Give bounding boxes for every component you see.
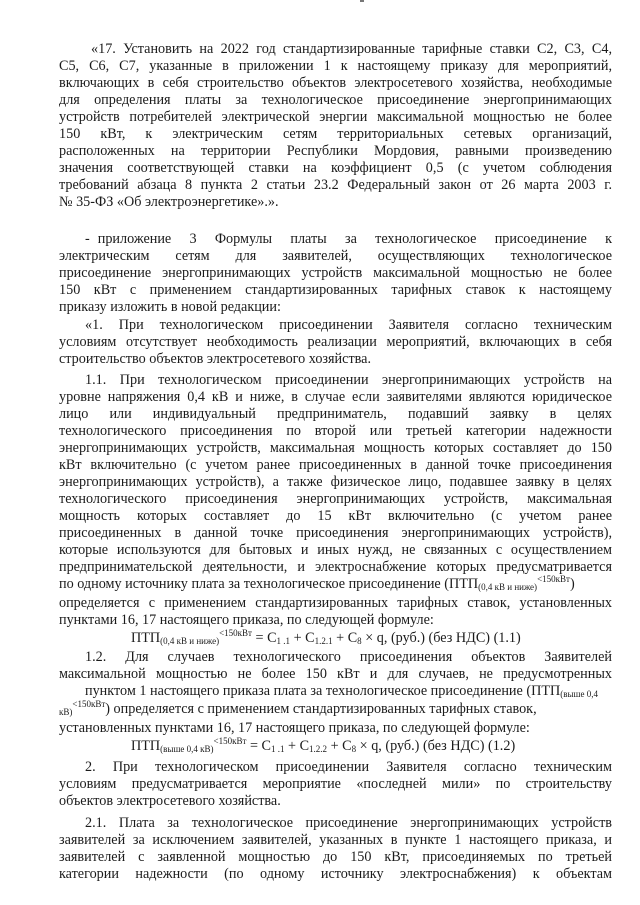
text-line: кВт включительно (с учетом ранее присоединенных в данной точке присоединения [59, 457, 612, 473]
text-line: для определения платы за технологическое присоединение энергопринимающих [59, 92, 612, 108]
text-line: энергопринимающих устройств), а также физическое лицо, подавшее заявку в целях [59, 474, 612, 490]
text-line: № 35-ФЗ «Об электроэнергетике».». [59, 194, 279, 210]
text-line: объектов электросетевого хозяйства. [59, 793, 281, 809]
text-line: 2.1. Плата за технологическое присоединение энергопринимающих устройств [85, 815, 612, 831]
text-line: которые используются для бытовых и иных нужд, не связанных с осуществлением [59, 542, 612, 558]
text-line: включающих в себя строительство объектов электросетевого хозяйства, необходимые [59, 75, 612, 91]
text-line: мощность которых составляет до 15 кВт включительно (с учетом ранее [59, 508, 612, 524]
text-line: установленных пунктами 16, 17 настоящего приказа, по следующей формуле: [59, 720, 530, 736]
dash-marker: - [85, 231, 90, 247]
text-line: энергопринимающих устройств, максимальная мощность которых составляет до 150 [59, 440, 612, 456]
text-line: лицо или индивидуальный предприниматель, подавший заявку в целях [59, 406, 612, 422]
text-line: определяется с применением стандартизированных тарифных ставок, установленных [59, 595, 612, 611]
text-line: устройств потребителей электрической энергии максимальной мощностью не более [59, 109, 612, 125]
text-line: максимальной мощностью не более 150 кВт и для случаев, не предусмотренных [59, 666, 612, 682]
text-line: «1. При технологическом присоединении Заявителя согласно техническим [85, 317, 612, 333]
text-line: заявителей с заявленной мощностью до 150 кВт, присоединяемых по третьей [59, 849, 612, 865]
text-line: строительство объектов электросетевого хозяйства. [59, 351, 372, 367]
text-line: 150 кВт, к электрическим сетям территориальных сетевых организаций, [59, 126, 612, 142]
text-line: приказу изложить в новой редакции: [59, 299, 281, 315]
text-line: «17. Установить на 2022 год стандартизированные тарифные ставки С2, С3, С4, [91, 41, 612, 57]
text-line: 2. При технологическом присоединении Заявителя согласно техническим [85, 759, 612, 775]
text-line: - приложение 3 Формулы платы за технологическое присоединение к [85, 231, 612, 247]
text-line: значения соответствующей ставки на коэффициент 0,5 (с учетом соблюдения [59, 160, 612, 176]
text-line: электрическим сетям для заявителей, осуществляющих технологическое [59, 248, 612, 264]
text-line: расположенных на территории Республики Мордовия, равными произведению [59, 143, 612, 159]
text-line: технологического присоединения энергопринимающих устройств, максимальная [59, 491, 612, 507]
text-line: условиям отсутствует необходимость реализации мероприятий, включающих в себя [59, 334, 612, 350]
text-line: С5, С6, С7, указанные в приложении 1 к настоящему приказу для мероприятий, [59, 58, 612, 74]
text-line: 1.2. Для случаев технологического присоединения объектов Заявителей [85, 649, 612, 665]
formula-1-1: ПТП(0,4 кВ и ниже)$^{<150кВт}$ = С1 .1 + С1.2.1 + С8 × q, (руб.) (без НДС) (1.1) [131, 628, 521, 646]
text-line: предпринимательской деятельности, и электроснабжение которых предусматривается [59, 559, 612, 575]
text-line: присоединение энергопринимающих устройств максимальной мощностью не более [59, 265, 612, 281]
text-line: уровне напряжения 0,4 кВ и ниже, в случае если заявителями являются юридическое [59, 389, 612, 405]
page-top-mark [360, 0, 364, 2]
text-line: 150 кВт с применением стандартизированных тарифных ставок к настоящему [59, 282, 612, 298]
text-line: требований абзаца 8 пункта 2 статьи 23.2 Федеральный закон от 26 марта 2003 г. [59, 177, 612, 193]
text-line: пунктами 16, 17 настоящего приказа, по следующей формуле: [59, 612, 434, 628]
text-line: по одному источнику плата за технологическое присоединение (ПТП(0,4 кВ и ниже)$^{<150кВт}$) [59, 574, 575, 592]
text-line: заявителей за исключением заявителей, указанных в пункте 1 настоящего приказа, и [59, 832, 612, 848]
text-line: кВ)$^{<150кВт}$) определяется с применением стандартизированных тарифных ставок, [59, 699, 537, 717]
text-line: 1.1. При технологическом присоединении энергопринимающих устройств на [85, 372, 612, 388]
text-line: условиям предусматривается мероприятие «последней мили» по строительству [59, 776, 612, 792]
text-line: категории надежности (по одному источнику электроснабжения) к объектам [59, 866, 612, 882]
text-line: присоединенных в данной точке присоединения энергопринимающих устройств), [59, 525, 612, 541]
formula-1-2: ПТП(выше 0,4 кВ)$^{<150кВт}$ = С1 .1 + С1.2.2 + С8 × q, (руб.) (без НДС) (1.2) [131, 736, 516, 754]
text-line: технологического присоединения по второй или третьей категории надежности [59, 423, 612, 439]
text-line: пунктом 1 настоящего приказа плата за технологическое присоединение (ПТП(выше 0,4 [85, 683, 598, 699]
